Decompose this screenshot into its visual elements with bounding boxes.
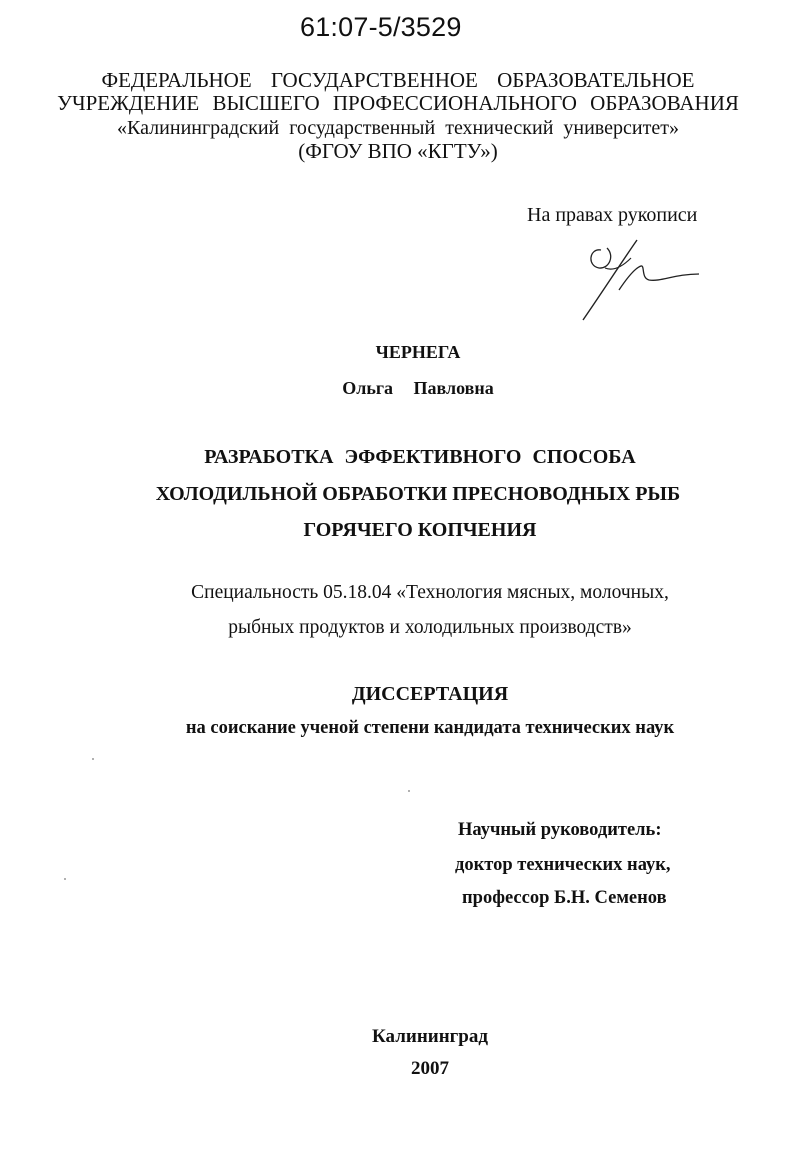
scan-speck xyxy=(408,790,410,792)
degree-statement: на соискание ученой степени кандидата технических наук xyxy=(185,718,675,738)
author-given-names: Ольга Павловна xyxy=(342,378,494,398)
author-surname: ЧЕРНЕГА xyxy=(375,342,461,362)
archive-code: 61:07-5/3529 xyxy=(300,12,462,42)
organization-line-4: (ФГОУ ВПО «КГТУ») xyxy=(298,139,498,163)
organization-line-3: «Калининградский государственный технический университет» xyxy=(117,117,679,139)
supervisor-name: профессор Б.Н. Семенов xyxy=(462,888,667,908)
specialty-line-2: рыбных продуктов и холодильных производств» xyxy=(228,617,632,638)
scan-speck xyxy=(64,878,66,880)
document-type: ДИССЕРТАЦИЯ xyxy=(351,683,509,705)
year: 2007 xyxy=(411,1058,449,1079)
thesis-title-line-3: ГОРЯЧЕГО КОПЧЕНИЯ xyxy=(303,519,537,541)
supervisor-degree: доктор технических наук, xyxy=(455,855,671,875)
specialty-line-1: Специальность 05.18.04 «Технология мясных, молочных, xyxy=(191,582,669,603)
scan-speck xyxy=(92,758,94,760)
supervisor-heading: Научный руководитель: xyxy=(458,820,662,840)
thesis-title-line-1: РАЗРАБОТКА ЭФФЕКТИВНОГО СПОСОБА xyxy=(204,446,636,468)
organization-line-2: УЧРЕЖДЕНИЕ ВЫСШЕГО ПРОФЕССИОНАЛЬНОГО ОБРАЗОВАНИЯ xyxy=(57,91,739,115)
organization-line-1: ФЕДЕРАЛЬНОЕ ГОСУДАРСТВЕННОЕ ОБРАЗОВАТЕЛЬНОЕ xyxy=(101,68,695,92)
rights-note: На правах рукописи xyxy=(527,204,698,226)
place: Калининград xyxy=(372,1026,488,1047)
handwritten-signature xyxy=(575,228,705,323)
thesis-title-line-2: ХОЛОДИЛЬНОЙ ОБРАБОТКИ ПРЕСНОВОДНЫХ РЫБ xyxy=(155,483,681,505)
